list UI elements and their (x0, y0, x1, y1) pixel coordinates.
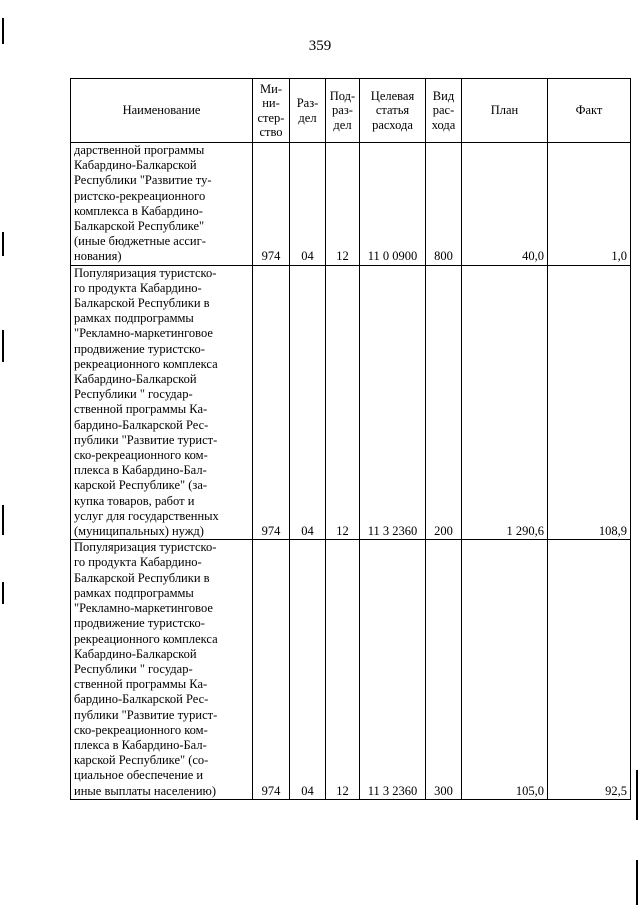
text-line: публики "Развитие турист- (74, 432, 218, 447)
header-ministry (253, 79, 290, 143)
header-fact (548, 79, 631, 143)
text-line: Республики " государ- (74, 661, 193, 676)
text-line: плекса в Кабардино-Бал- (74, 463, 207, 478)
text-line: карской Республике" (за- (74, 478, 208, 493)
text-line: Наименование (122, 103, 201, 118)
text-line: (муниципальных) нужд) (74, 524, 204, 539)
header-plan (462, 79, 548, 143)
text-line: го продукта Кабардино- (74, 280, 202, 295)
row-fact: 108,9 (548, 265, 631, 540)
text-line: Республики " государ- (74, 387, 193, 402)
text-line: рекреационного комплекса (74, 356, 218, 371)
row-ministry: 974 (253, 143, 290, 266)
row-subsection: 12 (326, 265, 360, 540)
text-line: ско-рекреационного ком- (74, 722, 208, 737)
text-line: ственной программы Ка- (74, 402, 208, 417)
text-line: раз- (332, 103, 353, 118)
text-line: бардино-Балкарской Рес- (74, 692, 209, 707)
header-kind (426, 79, 462, 143)
row-kind: 800 (426, 143, 462, 266)
text-line: Балкарской Республике" (74, 219, 205, 234)
row-section: 04 (290, 540, 326, 799)
table-header-row (71, 79, 631, 143)
header-name (71, 79, 253, 143)
text-line: Факт (575, 103, 603, 118)
row-target: 11 3 2360 (360, 540, 426, 799)
text-line: дел (333, 117, 352, 132)
row-target: 11 0 0900 (360, 143, 426, 266)
table-row (71, 540, 631, 799)
row-subsection: 12 (326, 540, 360, 799)
text-line: нования) (74, 249, 122, 264)
row-ministry: 974 (253, 540, 290, 799)
text-line: рамках подпрограммы (74, 585, 194, 600)
text-line: Раз- (296, 96, 319, 110)
text-line: статья (375, 103, 410, 118)
table-row (71, 265, 631, 540)
header-subsection (326, 79, 360, 143)
text-line: ственной программы Ка- (74, 677, 208, 692)
row-kind: 300 (426, 540, 462, 799)
text-line: Ми- (260, 81, 282, 96)
text-line: купка товаров, работ и (74, 493, 195, 508)
text-line: продвижение туристско- (74, 341, 205, 356)
row-subsection: 12 (326, 143, 360, 266)
text-line: ско-рекреационного ком- (74, 448, 208, 463)
text-line: Под- (329, 88, 356, 103)
text-line: Кабардино-Балкарской (74, 158, 197, 173)
text-line: Целевая (370, 88, 415, 103)
table-row (71, 143, 631, 266)
text-line: Кабардино-Балкарской (74, 646, 197, 661)
header-target (360, 79, 426, 143)
row-section: 04 (290, 265, 326, 540)
text-line: хода (431, 117, 456, 132)
text-line: Популяризация туристско- (74, 265, 217, 280)
row-ministry: 974 (253, 265, 290, 540)
text-line: дарственной программы (74, 143, 205, 157)
scan-mark (2, 18, 4, 44)
row-plan: 40,0 (462, 143, 548, 266)
text-line: карской Республике" (со- (74, 753, 209, 768)
text-line: плекса в Кабардино-Бал- (74, 737, 207, 752)
scan-mark (2, 330, 4, 362)
text-line: "Рекламно-маркетинговое (74, 326, 213, 341)
text-line: комплекса в Кабардино- (74, 203, 203, 218)
text-line: Балкарской Республики в (74, 296, 210, 311)
text-line: "Рекламно-маркетинговое (74, 601, 213, 616)
row-plan: 1 290,6 (462, 265, 548, 540)
text-line: Республики "Развитие ту- (74, 173, 212, 188)
text-line: продвижение туристско- (74, 616, 205, 631)
text-line: дел (298, 110, 317, 125)
text-line: бардино-Балкарской Рес- (74, 417, 209, 432)
header-section (290, 79, 326, 143)
row-fact: 92,5 (548, 540, 631, 799)
text-line: (иные бюджетные ассиг- (74, 234, 206, 249)
text-line: ство (259, 125, 283, 139)
scan-mark (636, 860, 638, 905)
scan-mark (2, 582, 4, 604)
text-line: иные выплаты населению) (74, 783, 217, 798)
text-line: расхода (372, 117, 413, 132)
budget-table (70, 78, 631, 800)
text-line: рамках подпрограммы (74, 311, 194, 326)
scan-mark (2, 232, 4, 256)
row-section: 04 (290, 143, 326, 266)
text-line: рекреационного комплекса (74, 631, 218, 646)
text-line: стер- (257, 110, 285, 125)
row-name (71, 143, 253, 266)
text-line: Кабардино-Балкарской (74, 372, 197, 387)
text-line: го продукта Кабардино- (74, 555, 202, 570)
text-line: ни- (262, 96, 280, 110)
scan-mark (636, 770, 638, 820)
text-line: Вид (432, 88, 455, 103)
scan-mark (2, 505, 4, 535)
text-line: публики "Развитие турист- (74, 707, 218, 722)
row-kind: 200 (426, 265, 462, 540)
text-line: рас- (432, 103, 455, 118)
row-target: 11 3 2360 (360, 265, 426, 540)
row-name (71, 540, 253, 799)
text-line: План (490, 103, 519, 118)
row-fact: 1,0 (548, 143, 631, 266)
text-line: ристско-рекреационного (74, 188, 206, 203)
page-number: 359 (308, 38, 332, 54)
row-plan: 105,0 (462, 540, 548, 799)
text-line: Популяризация туристско- (74, 540, 217, 555)
text-line: услуг для государственных (74, 508, 219, 523)
text-line: Балкарской Республики в (74, 570, 210, 585)
text-line: циальное обеспечение и (74, 768, 204, 783)
row-name (71, 265, 253, 540)
